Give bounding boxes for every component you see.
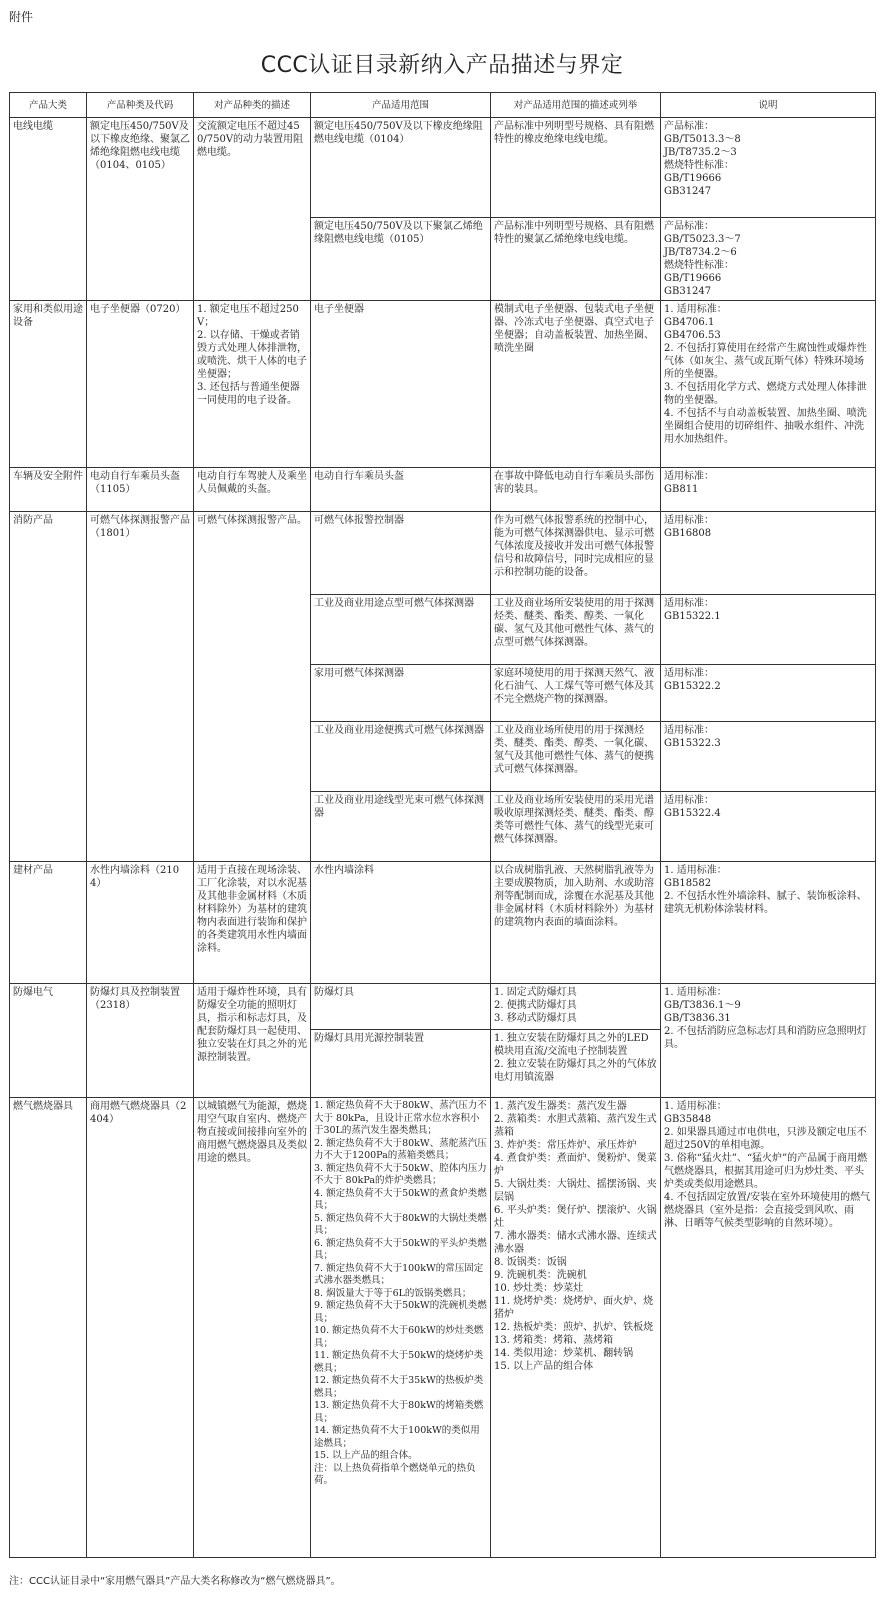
- table-row: [10, 301, 876, 468]
- cell-kind-desc: 1. 额定电压不超过250V； 2. 以存储、干燥或者销毁方式处理人体排泄物，或喷洗、烘干人体的电子坐便器； 3. 还包括与普通坐便器一同使用的电子设备。: [194, 301, 311, 468]
- cell-scope-desc: 1. 固定式防爆灯具 2. 便携式防爆灯具 3. 移动式防爆灯具: [491, 984, 661, 1030]
- cell-scope: 防爆灯具用光源控制装置: [311, 1030, 491, 1098]
- table-row: [10, 1098, 876, 1558]
- table-row: [10, 468, 876, 512]
- cell-kind-desc: 可燃气体探测报警产品。: [194, 512, 311, 862]
- table-row: [10, 984, 876, 1030]
- cell-scope-desc: 产品标准中列明型号规格、具有阻燃特性的橡皮绝缘电线电缆。: [491, 118, 661, 218]
- cell-kind: 可燃气体探测报警产品（1801）: [87, 512, 194, 862]
- cell-kind: 防爆灯具及控制装置（2318）: [87, 984, 194, 1098]
- cell-scope: 工业及商业用途便携式可燃气体探测器: [311, 722, 491, 792]
- table-row: [10, 862, 876, 984]
- cell-kind-desc: 电动自行车驾驶人及乘坐人员佩戴的头盔。: [194, 468, 311, 512]
- header-scope-desc: 对产品适用范围的描述或列举: [491, 93, 661, 118]
- cell-note: 1. 适用标准： GB18582 2. 不包括水性外墙涂料、腻子、装饰板涂料、建筑无机粉体涂装材料。: [661, 862, 876, 984]
- cell-kind: 电动自行车乘员头盔（1105）: [87, 468, 194, 512]
- cell-note: 1. 适用标准： GB/T3836.1～9 GB/T3836.31 2. 不包括消防应急标志灯具和消防应急照明灯具。: [661, 984, 876, 1098]
- cell-note: 适用标准： GB15322.4: [661, 792, 876, 862]
- cell-category: 燃气燃烧器具: [10, 1098, 87, 1558]
- cell-kind: 水性内墙涂料（2104）: [87, 862, 194, 984]
- cell-scope: 工业及商业用途线型光束可燃气体探测器: [311, 792, 491, 862]
- cell-scope: 1. 额定热负荷不大于80kW、蒸汽压力不大于 80kPa，且设计正常水位水容积小于30L的蒸汽发生器类燃具； 2. 额定热负荷不大于80kW、蒸舵蒸汽压力不大于1200Pa的蒸箱类燃具； 3. 额定热负荷不大于50kW、腔体内压力不大于 80kPa的炸炉类燃具； 4. 额定热负荷不大于50kW的煮食炉类燃具； 5. 额定热负荷不大于80kW的大锅灶类燃具； 6. 额定热负荷不大于50kW的平头炉类燃具； 7. 额定热负荷不大于100kW的常压固定式沸水器类燃具； 8. 焖饭量大于等于6L的饭锅类燃具； 9. 额定热负荷不大于50kW的洗碗机类燃具； 10. 额定热负荷不大于60kW的炒灶类燃具； 11. 额定热负荷不大于50kW的烧烤炉类燃具； 12. 额定热负荷不大于35kW的热板炉类燃具； 13. 额定热负荷不大于80kW的烤箱类燃具； 14. 额定热负荷不大于100kW的类似用途燃具； 15. 以上产品的组合体。 注：以上热负荷指单个燃烧单元的热负荷。: [311, 1098, 491, 1558]
- cell-scope: 防爆灯具: [311, 984, 491, 1030]
- cell-category: 电线电缆: [10, 118, 87, 301]
- cell-kind: 电子坐便器（0720）: [87, 301, 194, 468]
- cell-scope-desc: 在事故中降低电动自行车乘员头部伤害的装具。: [491, 468, 661, 512]
- table-header-row: [10, 93, 876, 118]
- header-category: 产品大类: [10, 93, 87, 118]
- product-table: [9, 92, 876, 1558]
- cell-note: 适用标准： GB16808: [661, 512, 876, 595]
- cell-kind: 额定电压450/750V及以下橡皮绝缘、聚氯乙烯绝缘阻燃电线电缆（0104、0105）: [87, 118, 194, 301]
- cell-kind-desc: 适用于爆炸性环境，具有防爆安全功能的照明灯具，指示和标志灯具，及配套防爆灯具一起使用、独立安装在灯具之外的光源控制装置。: [194, 984, 311, 1098]
- cell-scope-desc: 家庭环境使用的用于探测天然气、液化石油气、人工煤气等可燃气体及其不完全燃烧产物的探测器。: [491, 665, 661, 722]
- cell-category: 车辆及安全附件: [10, 468, 87, 512]
- cell-scope-desc: 1. 蒸汽发生器类：蒸汽发生器 2. 蒸箱类：水胆式蒸箱、蒸汽发生式蒸箱 3. 炸炉类：常压炸炉、承压炸炉 4. 煮食炉类：煮面炉、煲粉炉、煲菜炉 5. 大锅灶类：大锅灶、摇摆汤锅、夹层锅 6. 平头炉类：煲仔炉、摆滚炉、火锅灶 7. 沸水器类：储水式沸水器、连续式沸水器 8. 饭锅类：饭锅 9. 洗碗机类：洗碗机 10. 炒灶类：炒菜灶 11. 烧烤炉类：烧烤炉、面火炉、烧猪炉 12. 热板炉类：煎炉、扒炉、铁板烧 13. 烤箱类：烤箱、蒸烤箱 14. 类似用途：炒菜机、翻转锅 15. 以上产品的组合体: [491, 1098, 661, 1558]
- cell-scope-desc: 工业及商业场所使用的用于探测烃类、醚类、酯类、醇类、一氧化碳、氢气及其他可燃性气体、蒸气的便携式可燃气体探测器。: [491, 722, 661, 792]
- cell-note: 适用标准： GB15322.3: [661, 722, 876, 792]
- footnote: 注：CCC认证目录中“家用燃气器具”产品大类名称修改为“燃气燃烧器具”。: [9, 1576, 341, 1587]
- cell-category: 建材产品: [10, 862, 87, 984]
- cell-note: 1. 适用标准： GB35848 2. 如果器具通过市电供电，只涉及额定电压不超过250V的单相电源。 3. 俗称“猛火灶”、“猛火炉”的产品属于商用燃气燃烧器具，根据其用途可归为炒灶类、平头炉类或类似用途燃具。 4. 不包括固定放置/安装在室外环境使用的燃气燃烧器具（室外是指：会直接受到风吹、雨淋、日晒等气候类型影响的自然环境）。: [661, 1098, 876, 1558]
- attachment-label: 附件: [9, 10, 34, 24]
- cell-scope-desc: 产品标准中列明型号规格、具有阻燃特性的聚氯乙烯绝缘电线电缆。: [491, 218, 661, 301]
- header-kind: 产品种类及代码: [87, 93, 194, 118]
- cell-note: 产品标准： GB/T5023.3～7 JB/T8734.2～6 燃烧特性标准： GB/T19666 GB31247: [661, 218, 876, 301]
- cell-category: 防爆电气: [10, 984, 87, 1098]
- cell-note: 适用标准： GB15322.1: [661, 595, 876, 665]
- cell-scope-desc: 作为可燃气体报警系统的控制中心，能为可燃气体探测器供电、显示可燃气体浓度及接收并发出可燃气体报警信号和故障信号，同时完成相应的显示和控制功能的设备。: [491, 512, 661, 595]
- cell-note: 适用标准： GB811: [661, 468, 876, 512]
- cell-scope: 电动自行车乘员头盔: [311, 468, 491, 512]
- cell-scope: 家用可燃气体探测器: [311, 665, 491, 722]
- cell-category: 消防产品: [10, 512, 87, 862]
- cell-kind: 商用燃气燃烧器具（2404）: [87, 1098, 194, 1558]
- cell-scope: 电子坐便器: [311, 301, 491, 468]
- table-row: [10, 512, 876, 595]
- header-scope: 产品适用范围: [311, 93, 491, 118]
- cell-scope-desc: 以合成树脂乳液、天然树脂乳液等为主要成膜物质，加入助剂、水或助溶剂等配制而成，涂覆在水泥基及其他非金属材料（木质材料除外）为基材的建筑物内表面的墙面涂料。: [491, 862, 661, 984]
- cell-scope: 额定电压450/750V及以下聚氯乙烯绝缘阻燃电线电缆（0105）: [311, 218, 491, 301]
- cell-note: 适用标准： GB15322.2: [661, 665, 876, 722]
- cell-category: 家用和类似用途设备: [10, 301, 87, 468]
- header-kind-desc: 对产品种类的描述: [194, 93, 311, 118]
- cell-kind-desc: 交流额定电压不超过450/750V的动力装置用阻燃电缆。: [194, 118, 311, 301]
- page-title: CCC认证目录新纳入产品描述与界定: [260, 53, 624, 78]
- cell-scope-desc: 1. 独立安装在防爆灯具之外的LED模块用直流/交流电子控制装置 2. 独立安装在防爆灯具之外的气体放电灯用镇流器: [491, 1030, 661, 1098]
- table-row: [10, 118, 876, 218]
- cell-scope: 可燃气体报警控制器: [311, 512, 491, 595]
- cell-note: 产品标准： GB/T5013.3～8 JB/T8735.2～3 燃烧特性标准： GB/T19666 GB31247: [661, 118, 876, 218]
- header-note: 说明: [661, 93, 876, 118]
- cell-kind-desc: 以城镇燃气为能源，燃烧用空气取自室内、燃烧产物直接或间接排向室外的商用燃气燃烧器具及类似用途的燃具。: [194, 1098, 311, 1558]
- cell-scope: 额定电压450/750V及以下橡皮绝缘阻燃电线电缆（0104）: [311, 118, 491, 218]
- cell-scope: 工业及商业用途点型可燃气体探测器: [311, 595, 491, 665]
- cell-scope-desc: 模制式电子坐便器、包装式电子坐便器、冷冻式电子坐便器、真空式电子坐便器；自动盖板装置、加热坐圈、喷洗坐圈: [491, 301, 661, 468]
- cell-note: 1. 适用标准： GB4706.1 GB4706.53 2. 不包括打算使用在经常产生腐蚀性或爆炸性气体（如灰尘、蒸气或瓦斯气体）特殊环境场所的坐便器。 3. 不包括用化学方式、燃烧方式处理人体排泄物的坐便器。 4. 不包括不与自动盖板装置、加热坐圈、喷洗坐圈组合使用的切碎组件、抽吸水组件、冲洗用水加热组件。: [661, 301, 876, 468]
- cell-kind-desc: 适用于直接在现场涂装、工厂化涂装，对以水泥基及其他非金属材料（木质材料除外）为基材的建筑物内表面进行装饰和保护的各类建筑用水性内墙面涂料。: [194, 862, 311, 984]
- cell-scope: 水性内墙涂料: [311, 862, 491, 984]
- cell-scope-desc: 工业及商业场所安装使用的用于探测烃类、醚类、酯类、醇类、一氧化碳、氢气及其他可燃性气体、蒸气的点型可燃气体探测器。: [491, 595, 661, 665]
- cell-scope-desc: 工业及商业场所安装使用的采用光谱吸收原理探测烃类、醚类、酯类、醇类等可燃性气体、蒸气的线型光束可燃气体探测器。: [491, 792, 661, 862]
